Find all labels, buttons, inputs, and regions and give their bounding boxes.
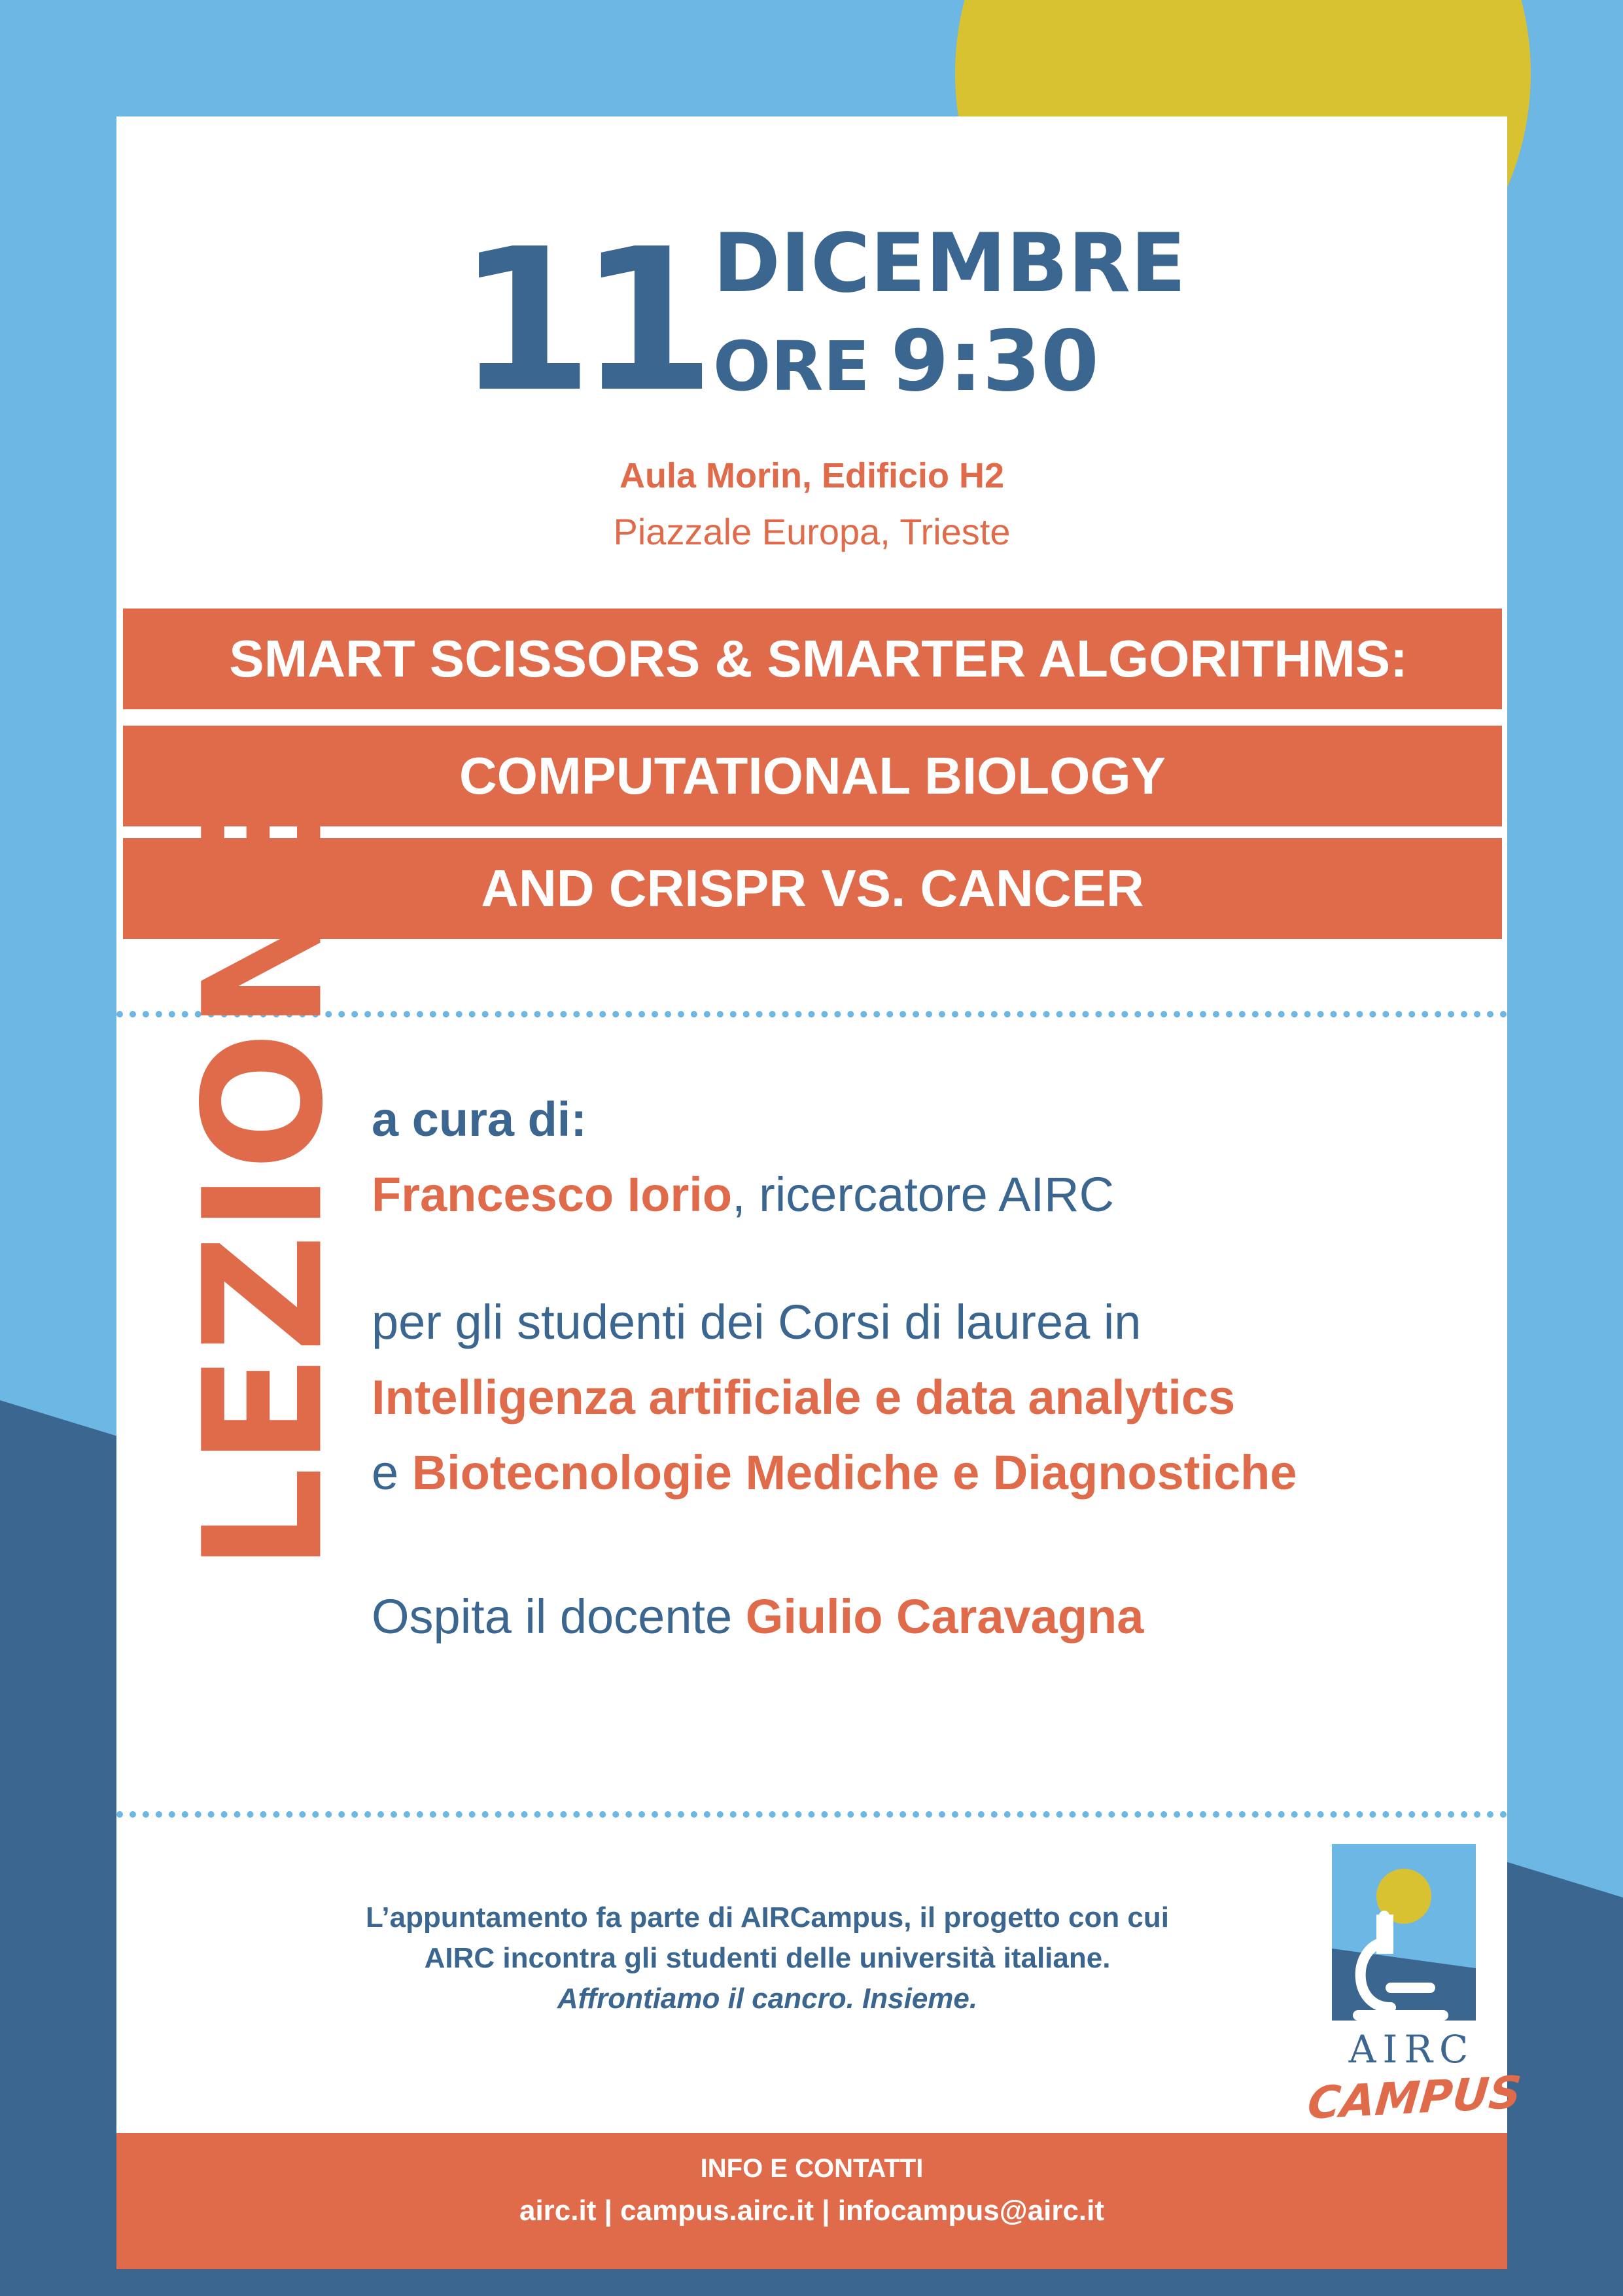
event-day: 11: [457, 207, 701, 435]
contacts-heading: INFO E CONTATTI: [700, 2154, 924, 2183]
logo-name: AIRC: [1348, 2027, 1475, 2072]
dotted-divider-bottom: [116, 1811, 1507, 1818]
logo-sub: CAMPUS: [1305, 2066, 1524, 2130]
footer-tagline: Affrontiamo il cancro. Insieme.: [557, 1983, 978, 2015]
time-value: 9:30: [890, 313, 1099, 410]
course-2-line: [372, 1445, 1297, 1500]
title-bar-3: AND CRISPR VS. CANCER: [123, 838, 1502, 939]
host-intro: Ospita il docente: [372, 1589, 746, 1644]
venue-address: Piazzale Europa, Trieste: [613, 511, 1011, 552]
footer-note-line-2: AIRC incontra gli studenti delle università italiane.: [424, 1942, 1111, 1974]
title-bar-2: COMPUTATIONAL BIOLOGY: [123, 726, 1502, 826]
course-2: Biotecnologie Mediche e Diagnostiche: [411, 1445, 1297, 1500]
audience-intro: per gli studenti dei Corsi di laurea in: [372, 1295, 1142, 1349]
venue-room: Aula Morin, Edificio H2: [619, 456, 1005, 495]
event-month: DICEMBRE: [713, 217, 1186, 311]
contacts-bar: [116, 2133, 1507, 2269]
speaker-name: Francesco Iorio: [372, 1167, 733, 1222]
course-1: Intelligenza artificiale e data analytics: [372, 1370, 1236, 1424]
conjunction: e: [372, 1445, 412, 1500]
host-name: Giulio Caravagna: [745, 1589, 1144, 1644]
host-line: [372, 1589, 1143, 1644]
contacts-links[interactable]: airc.it | campus.airc.it | infocampus@airc.it: [519, 2195, 1105, 2227]
speaker-line: [372, 1167, 1114, 1222]
curated-by-label: a cura di:: [372, 1092, 587, 1146]
side-label-text: LEZIONE: [168, 779, 359, 1572]
footer-note-line-1: L’appuntamento fa parte di AIRCampus, il progetto con cui: [365, 1901, 1169, 1934]
speaker-role: , ricercatore AIRC: [732, 1167, 1115, 1222]
event-time: [713, 313, 1099, 410]
poster-card: [116, 116, 1524, 2269]
time-prefix: ORE: [713, 327, 870, 406]
footer-note: [116, 1898, 1418, 2019]
title-bar-1: SMART SCISSORS & SMARTER ALGORITHMS:: [123, 609, 1502, 709]
